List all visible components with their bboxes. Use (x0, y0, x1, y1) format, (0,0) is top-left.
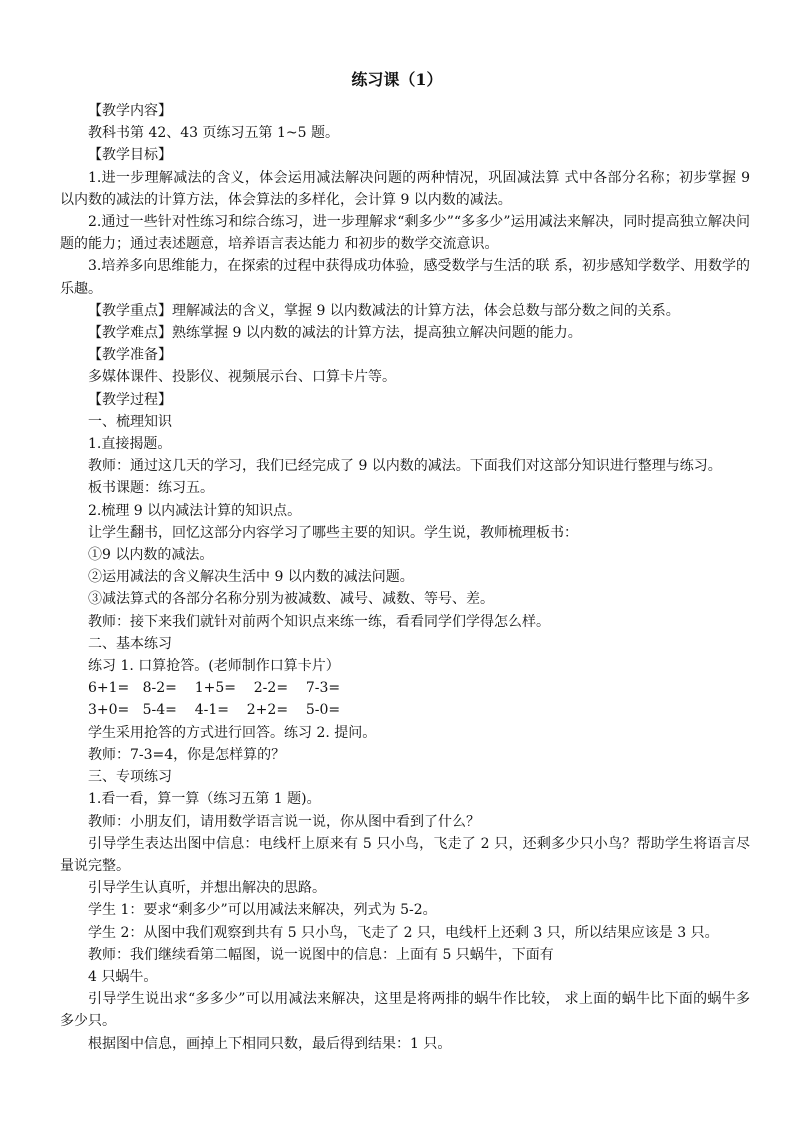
paragraph-teacher-snails: 教师：我们继续看第二幅图，说一说图中的信息：上面有 5 只蜗牛，下面有 (88, 946, 554, 963)
paragraph-textbook-pages: 教科书第 42、43 页练习五第 1~5 题。 (88, 125, 339, 142)
step-organize-points: 2.梳理 9 以内减法计算的知识点。 (88, 502, 302, 519)
paragraph-result: 根据图中信息，画掉上下相同只数，最后得到结果：1 只。 (88, 1035, 452, 1052)
paragraph-difficulties: 【教学难点】熟练掌握 9 以内数的减法的计算方法，提高独立解决问题的能力。 (88, 325, 582, 342)
paragraph-guide-birds: 引导学生表达出图中信息：电线杆上原来有 5 只小鸟，飞走了 2 只，还剩多少只小鸟？帮助学生将语言尽量说完整。 (60, 835, 750, 874)
paragraph-teacher-practice: 教师：接下来我们就针对前两个知识点来练一练，看看同学们学得怎么样。 (88, 613, 550, 630)
section-heading-process: 【教学过程】 (88, 391, 172, 408)
subheading-basic-practice: 二、基本练习 (88, 635, 172, 652)
page-title: 练习课（1） (351, 70, 443, 89)
oral-calc-row-2: 3+0= 5-4= 4-1= 2+2= 5-0= (88, 702, 341, 719)
goal-item-1: 1.进一步理解减法的含义，体会运用减法解决问题的两种情况，巩固减法算 式中各部分名称；初步掌握 9 以内数的减法的计算方法，体会算法的多样化，会计算 9 以内数的减法。 (60, 169, 750, 208)
section-heading-goals: 【教学目标】 (88, 147, 172, 164)
paragraph-guide-listen: 引导学生认真听，并想出解决的思路。 (88, 880, 326, 897)
knowledge-point-3: ③减法算式的各部分名称分别为被减数、减号、减数、等号、差。 (88, 591, 494, 608)
paragraph-guide-compare: 引导学生说出求“多多少”可以用减法来解决，这里是将两排的蜗牛作比较， 求上面的蜗牛比下面的蜗牛多多少只。 (60, 991, 750, 1030)
paragraph-board-title: 板书课题：练习五。 (88, 480, 214, 497)
paragraph-students-recall: 让学生翻书，回忆这部分内容学习了哪些主要的知识。学生说，教师梳理板书： (88, 524, 578, 541)
paragraph-teacher-question: 教师：7-3=4，你是怎样算的？ (88, 746, 286, 763)
subheading-special-practice: 三、专项练习 (88, 769, 172, 786)
oral-calc-row-1: 6+1= 8-2= 1+5= 2-2= 7-3= (88, 680, 341, 697)
subheading-review: 一、梳理知识 (88, 413, 172, 430)
knowledge-point-2: ②运用减法的含义解决生活中 9 以内数的减法问题。 (88, 569, 414, 586)
paragraph-materials: 多媒体课件、投影仪、视频展示台、口算卡片等。 (88, 369, 396, 386)
knowledge-point-1: ①9 以内数的减法。 (88, 547, 214, 564)
goal-item-3: 3.培养多向思维能力，在探索的过程中获得成功体验，感受数学与生活的联 系，初步感知学数学、用数学的乐趣。 (60, 258, 750, 297)
document-body (60, 100, 750, 1055)
goal-item-2: 2.通过一些针对性练习和综合练习，进一步理解求“剩多少”“多多少”运用减法来解决，同时提高独立解决问题的能力；通过表述题意，培养语言表达能力 和初步的数学交流意识。 (60, 214, 750, 253)
section-heading-preparation: 【教学准备】 (88, 347, 172, 364)
paragraph-teacher-intro: 教师：通过这几天的学习，我们已经完成了 9 以内数的减法。下面我们对这部分知识进行整理与练习。 (88, 458, 722, 475)
paragraph-answer-method: 学生采用抢答的方式进行回答。练习 2. 提问。 (88, 724, 377, 741)
paragraph-teacher-prompt: 教师：小朋友们，请用数学语言说一说，你从图中看到了什么？ (88, 813, 480, 830)
exercise-1-title: 练习 1. 口算抢答。(老师制作口算卡片） (88, 658, 340, 675)
section-heading-content: 【教学内容】 (88, 103, 172, 119)
paragraph-snails-count: 4 只蜗牛。 (88, 968, 158, 985)
paragraph-student-1: 学生 1：要求“剩多少”可以用减法来解决，列式为 5-2。 (88, 902, 437, 919)
exercise-look-calc: 1.看一看，算一算（练习五第 1 题)。 (88, 791, 321, 808)
step-reveal-topic: 1.直接揭题。 (88, 436, 172, 453)
paragraph-student-2: 学生 2：从图中我们观察到共有 5 只小鸟，飞走了 2 只，电线杆上还剩 3 只，所以结果应该是 3 只。 (88, 924, 719, 941)
paragraph-key-points: 【教学重点】理解减法的含义，掌握 9 以内数减法的计算方法，体会总数与部分数之间的关系。 (88, 302, 680, 319)
